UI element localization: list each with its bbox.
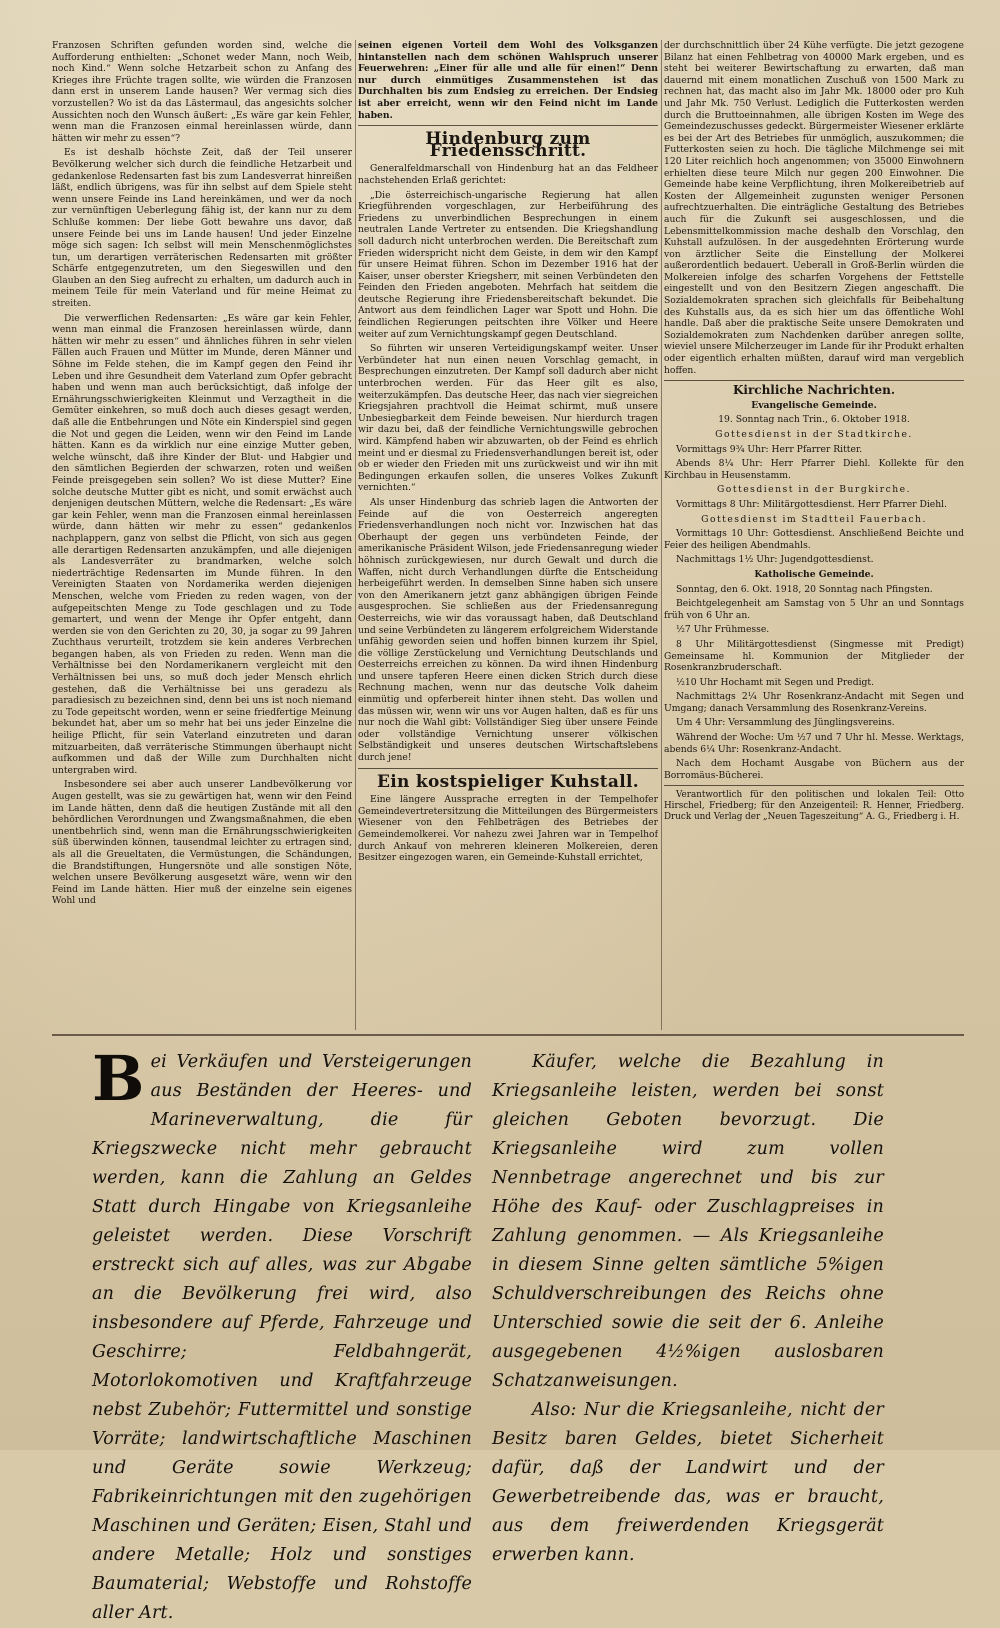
column-divider	[661, 40, 662, 1030]
article-paragraph: seinen eigenen Vorteil dem Wohl des Volksganzen hintanstellen nach dem schönen Wahlspruch unserer Feuerwehren: „Einer für alle und alle für einen!“ Denn nur durch einmütiges Zusammenstehen ist das Durchhalten bis zum Endsieg zu erreichen. Der Endsieg ist aber erreicht, wenn wir den Feind nicht im Lande haben.	[358, 40, 658, 121]
imprint: Verantwortlich für den politischen und lokalen Teil: Otto Hirschel, Friedberg; für den Anzeigenteil: R. Henner, Friedberg. Druck und Verlag der „Neuen Tageszeitung“ A. G., Friedberg i. H.	[664, 790, 964, 823]
column-divider	[355, 40, 356, 1030]
church-entry: Nachmittags 2¼ Uhr Rosenkranz-Andacht mit Segen und Umgang; danach Versammlung des Rosenkranz-Vereins.	[664, 691, 964, 714]
article-paragraph: „Die österreichisch-ungarische Regierung hat allen Kriegführenden vorgeschlagen, zur Herbeiführung des Friedens zu unverbindlichen Besprechungen in einem neutralen Lande Vertreter zu entsenden. Die Kriegshandlung soll dadurch nicht unterbrochen werden. Die Bereitschaft zum Frieden widerspricht nicht dem Geiste, in dem wir den Kampf für unsere Heimat führen. Schon im Dezember 1916 hat der Kaiser, unser oberster Kriegsherr, mit seinen Verbündeten den Feinden den Frieden angeboten. Mehrfach hat seitdem die deutsche Regierung ihre Friedensbereitschaft bekundet. Die Antwort aus dem feindlichen Lager war Spott und Hohn. Die feindlichen Regierungen peitschten ihre Völker und Heere weiter auf zum Vernichtungskampf gegen Deutschland.	[358, 189, 658, 340]
divider	[664, 785, 964, 786]
article-paragraph: Es ist deshalb höchste Zeit, daß der Teil unserer Bevölkerung welcher sich durch die feindliche Hetzarbeit und gedankenlose Redensarten fast bis zum Landesverrat hinreißen läßt, endlich übrigens, was für ihn selbst auf dem Spiele steht wenn unsere Feinde ins Land hereinkämen, und wer da noch zur vernünftigen Ueberlegung fähig ist, der kann nur zu dem Schluße kommen: Der liebe Gott bewahre uns davor, daß unsere Feinde bei uns im Lande hausen! Und jeder Einzelne möge sich sagen: Ich selbst will mein Menschenmöglichstes tun, um derartigen verräterischen Redensarten mit größter Schärfe entgegenzutreten, um den Siegeswillen und den Glauben an den Sieg aufrecht zu erhalten, um dadurch auch in meinem Teile für mein Vaterland und für meine Heimat zu streiten.	[52, 147, 352, 310]
column-left	[52, 40, 352, 1030]
ad-text: Käufer, welche die Bezahlung in Kriegsanleihe leisten, werden bei sonst gleichen Geboten bevorzugt. Die Kriegsanleihe wird zum vollen Nennbetrage angerechnet und bis zur Höhe des Kauf- oder Zuschlagpreises in Zahlung genommen. — Als Kriegsanleihe in diesem Sinne gelten sämtliche 5%igen Schuldverschreibungen des Reichs ohne Unterschied sowie die seit der 6. Anleihe ausgegebenen 4½%igen auslosbaren Schatzanweisungen.	[492, 1052, 884, 1391]
church-section: Katholische Gemeinde.	[754, 568, 874, 580]
church-entry: Abends 8¼ Uhr: Herr Pfarrer Diehl. Kollekte für den Kirchbau in Heusenstamm.	[664, 458, 964, 481]
ad-text: Also: Nur die Kriegsanleihe, nicht der Besitz baren Geldes, bietet Sicherheit dafür, daß der Landwirt und der Gewerbetreibende das, was er braucht, aus dem freiwerdenden Kriegsgerät erwerben kann.	[492, 1400, 884, 1565]
article-paragraph: Generalfeldmarschall von Hindenburg hat an das Feldheer nachstehenden Erlaß gerichtet:	[358, 163, 658, 186]
column-middle	[358, 40, 658, 1030]
church-subsection: Gottesdienst in der Stadtkirche.	[715, 429, 913, 440]
article-paragraph: Eine längere Aussprache erregten in der Tempelhofer Gemeindevertretersitzung die Mitteilungen des Bürgermeisters Wiesener von den Fehlbeträgen des Betriebes der Gemeindemolkerei. Vor nahezu zwei Jahren war in Tempelhof durch Ankauf von mehreren kleineren Molkereien, deren Besitzer eingezogen waren, ein Gemeinde-Kuhstall errichtet,	[358, 794, 658, 864]
church-entry: Sonntag, den 6. Okt. 1918, 20 Sonntag nach Pfingsten.	[676, 583, 933, 595]
article-paragraph: Franzosen Schriften gefunden worden sind, welche die Aufforderung enthielten: „Schonet weder Mann, noch Weib, noch Kind.“ Wenn solche Hetzarbeit schon zu Anfang des Krieges ihre Früchte tragen sollte, wie würden die Franzosen dann erst in unserem Lande hausen? Wer vermag sich dies vorzustellen? Wo ist da das Lästermaul, das angesichts solcher Aussichten noch den Wunsch äußert: „Es wäre gar kein Fehler, wenn man die Franzosen einmal hereinlassen würde, dann hätten wir mehr zu essen“?	[52, 40, 352, 144]
church-news-title: Kirchliche Nachrichten.	[732, 383, 896, 398]
church-entry: Vormittags 8 Uhr: Militärgottesdienst. Herr Pfarrer Diehl.	[676, 498, 947, 510]
church-date: 19. Sonntag nach Trin., 6. Oktober 1918.	[718, 414, 910, 426]
article-paragraph: der durchschnittlich über 24 Kühe verfügte. Die jetzt gezogene Bilanz hat einen Fehlbetrag von 40000 Mark ergeben, und es steht bei weiterer Bewirtschaftung zu erwarten, daß man dauernd mit einem monatlichen Zuschuß von 1500 Mark zu rechnen hat, das macht also im Jahr Mk. 18000 oder pro Kuh und Jahr Mk. 750 Verlust. Lediglich die Futterkosten werden durch die Bruttoeinnahmen, alle übrigen Kosten im Wege des Gemeindezuschusses gedeckt. Bürgermeister Wiesener erklärte es bei der Art des Betriebes für unmöglich, auszukommen; die Futterkosten seien zu hoch. Die tägliche Milchmenge sei mit 120 Liter reichlich hoch angenommen; von 35000 Einwohnern erhielten diese teure Milch nur gegen 200 Einwohner. Die Gemeinde habe keine Verpflichtung, ihren Molkereibetrieb auf Kosten der Allgemeinheit zugunsten weniger Personen aufrechtzuerhalten. Die einträgliche Gestaltung des Betriebes auch für die Zukunft sei ausgeschlossen, und die Lebensmittelkommission mache deshalb den Vorschlag, den Kuhstall aufzulösen. In der ausgedehnten Erörterung wurde von ärztlicher Seite die Einstellung der Molkerei außerordentlich bedauert. Ueberall in Groß-Berlin würden die Molkereien infolge des scharfen Vorgehens der Fettstelle eingestellt und von den Besitzern Ziegen angeschafft. Die Sozialdemokraten sprachen sich gleichfalls für Beibehaltung des Kuhstalls aus, da es sich hier um das öffentliche Wohl handle. Daß aber die praktische Seite unsere Demokraten und Sozialdemokraten zum Nachdenken darüber anregen sollte, wieviel unsere Milcherzeuger im Lande für ihr Produkt erhalten oder eigentlich erhalten müßten, darauf wird man vergeblich hoffen.	[664, 40, 964, 376]
church-subsection: Gottesdienst im Stadtteil Fauerbach.	[701, 513, 927, 525]
divider	[358, 125, 658, 126]
article-paragraph: So führten wir unseren Verteidigungskampf weiter. Unser Verbündeter hat nun einen neuen Vorschlag gemacht, in Besprechungen einzutreten. Der Kampf soll dadurch aber nicht unterbrochen werden. Für das Heer gilt es also, weiterzukämpfen. Das deutsche Heer, das nach vier siegreichen Kriegsjahren prachtvoll die Heimat schirmt, muß unsere Unbesiegbarkeit dem Feinde beweisen. Nur hierdurch tragen wir dazu bei, daß der feindliche Vernichtungswille gebrochen wird. Kämpfend haben wir abzuwarten, ob der Feind es ehrlich meint und er diesmal zu Friedensverhandlungen bereit ist, oder ob er wieder den Frieden mit uns zurückweist und wir ihn mit Bedingungen erkaufen sollen, die unseres Volkes Zukunft vernichten.“	[358, 343, 658, 494]
war-bond-ad-left	[92, 1042, 472, 1623]
church-entry: Während der Woche: Um ½7 und 7 Uhr hl. Messe. Werktags, abends 6¼ Uhr: Rosenkranz-Andacht.	[664, 732, 964, 755]
war-bond-ad-right	[492, 1048, 884, 1565]
church-entry: Um 4 Uhr: Versammlung des Jünglingsvereins.	[676, 717, 895, 729]
divider	[664, 380, 964, 381]
church-entry: ½7 Uhr Frühmesse.	[676, 624, 770, 636]
church-subsection: Gottesdienst in der Burgkirche.	[716, 484, 912, 496]
church-entry: Nach dem Hochamt Ausgabe von Büchern aus der Borromäus-Bücherei.	[664, 758, 964, 781]
divider	[358, 768, 658, 769]
church-entry: Vormittags 9¾ Uhr: Herr Pfarrer Ritter.	[676, 443, 863, 455]
church-entry: Beichtgelegenheit am Samstag von 5 Uhr an und Sonntags früh von 6 Uhr an.	[664, 598, 964, 621]
article-paragraph: Als unser Hindenburg das schrieb lagen die Antworten der Feinde auf die von Oesterreich angeregten Friedensverhandlungen noch nicht vor. Inzwischen hat das Oberhaupt der gegen uns verbündeten Feinde, der amerikanische Präsident Wilson, jede Friedensanregung wieder höhnisch zurückgewiesen, nur durch Gewalt und durch die Waffen, nicht durch Verhandlungen dürfte die Entscheidung herbeigeführt werden. In demselben Sinne haben sich unsere von den Amerikanern jetzt ganz abhängigen übrigen Feinde ausgesprochen. Sie schließen aus der Friedensanregung Oesterreichs, wie wir das voraussagt haben, daß Deutschland und seine Verbündeten zu längerem erfolgreichem Widerstande unfähig geworden seien und hoffen binnen kurzem ihr Spiel, die völlige Zerstückelung und Vernichtung Deutschlands und Oesterreichs erreichen zu können. Da wird ihnen Hindenburg und unsere tapferen Heere einen dicken Strich durch diese Rechnung machen, wenn nur das deutsche Volk daheim einmütig und opferbereit hinter ihnen steht. Das wollen und das müssen wir, wenn wir uns vor Augen halten, daß es für uns nur noch die Wahl gibt: Vollständiger Sieg über unsere Feinde oder vollständige Vernichtung unserer völkischen Selbständigkeit und unseres deutschen Wirtschaftslebens durch jene!	[358, 496, 658, 764]
church-entry: 8 Uhr Militärgottesdienst (Singmesse mit Predigt) Gemeinsame hl. Kommunion der Mitglieder der Rosenkranzbruderschaft.	[664, 638, 964, 674]
advertisement-top-rule	[52, 1034, 964, 1036]
drop-cap: B	[92, 1042, 145, 1115]
ad-text: ei Verkäufen und Versteigerungen aus Beständen der Heeres- und Marineverwaltung, die für Kriegszwecke nicht mehr gebraucht werden, kann die Zahlung an Geldes Statt durch Hingabe von Kriegsanleihe geleistet werden. Diese Vorschrift erstreckt sich auf alles, was zur Abgabe an die Bevölkerung frei wird, also insbesondere auf Pferde, Fahrzeuge und Geschirre; Feldbahngerät, Motorlokomotiven und Kraftfahrzeuge nebst Zubehör; Futtermittel und sonstige Vorräte; landwirtschaftliche Maschinen und Geräte sowie Werkzeug; Fabrikeinrichtungen mit den zugehörigen Maschinen und Geräten; Eisen, Stahl und andere Metalle; Holz und sonstiges Baumaterial; Webstoffe und Rohstoffe aller Art.	[92, 1052, 472, 1623]
headline-hindenburg: Hindenburg zum Friedensschritt.	[425, 129, 591, 161]
article-paragraph: Insbesondere sei aber auch unserer Landbevölkerung vor Augen gestellt, was sie zu gewärtigen hat, wenn wir den Feind im Lande hätten, denn daß die heutigen Zustände mit all den behördlichen Verordnungen und Zwangsmaßnahmen, die eben unentbehrlich sind, wenn man die Ernährungsschwierigkeiten süß überwinden können, tausendmal leichter zu ertragen sind, als all die Greueltaten, die Vermüstungen, die Schändungen, die Brandstiftungen, Hungersnöte und alle sonstigen Nöte, welchen unsere Bevölkerung ausgesetzt wäre, wenn wir den Feind im Lande hätten. Hier muß der einzelne sein eigenes Wohl und	[52, 779, 352, 907]
church-entry: Vormittags 10 Uhr: Gottesdienst. Anschließend Beichte und Feier des heiligen Abendmahls.	[664, 528, 964, 551]
church-entry: Nachmittags 1½ Uhr: Jugendgottesdienst.	[676, 554, 874, 566]
church-section: Evangelische Gemeinde.	[751, 399, 877, 411]
headline-kuhstall: Ein kostspieliger Kuhstall.	[377, 771, 639, 792]
column-right	[664, 40, 964, 1030]
article-paragraph: Die verwerflichen Redensarten: „Es wäre gar kein Fehler, wenn man einmal die Franzosen hereinlassen würde, dann hätten wir mehr zu essen“ und ähnliches führen in sehr vielen Fällen auch Frauen und Mütter im Munde, deren Männer und Söhne im Felde stehen, die im Kampf gegen den Feind ihr Leben und ihre Gesundheit dem Vaterland zum Opfer gebracht haben und wenn man auch berücksichtigt, daß infolge der Ernährungsschwierigkeiten Kleinmut und Verzagtheit in die Gemüter einkehren, so muß doch auch dieses gesagt werden, daß alle die Entbehrungen und Nöte ein Kinderspiel sind gegen die Not und gegen die Leiden, wenn wir den Feind im Lande hätten. Kann es da wirklich nur eine einzige Mutter geben, welche wünscht, daß ihre Kinder der Blut- und Habgier und den sämtlichen Begierden der schwarzen, roten und weißen Feinde preisgegeben sein sollen? Wo ist diese Mutter? Eine solche deutsche Mutter gibt es nicht, und somit erwächst auch denjenigen deutschen Müttern, welche die Redensart: „Es wäre gar kein Fehler, wenn man die Franzosen einmal hereinlassen würde, dann hätten wir mehr zu essen“ gedankenlos nachplappern, ganz von selbst die Pflicht, von sich aus gegen alle derartigen Redensarten anzukämpfen, und alle diejenigen als Landesverräter zu brandmarken, welche solch niederträchtige Redensarten im Munde führen. In den Vereinigten Staaten von Nordamerika werden diejenigen Menschen, welche vom Frieden zu reden wagen, von der aufgepeitschten Menge zu Tode geschlagen und zu Tode gemartert, und wenn der Menge ihr Opfer entgeht, dann werden sie von den Gerichten zu 20, 30, ja sogar zu 99 Jahren Zuchthaus verurteilt, trotzdem sie kein anderes Verbrechen begangen haben, als von Frieden zu reden. Wenn man die Verhältnisse bei den Nordamerikanern vergleicht mit den Verhältnissen bei uns, so muß doch jeder Mensch ehrlich gestehen, daß die Verhältnisse bei uns geradezu als paradiesisch zu bezeichnen sind, denn bei uns ist noch niemand zu Tode gepeitscht worden, wenn er seine friedfertige Meinung bekundet hat, aber um so mehr hat bei uns jeder Einzelne die heilige Pflicht, für sein Vaterland einzutreten und daran mitzuarbeiten, daß verräterische Stimmungen überhaupt nicht aufkommen und daß der Wille zum Durchhalten nicht untergraben wird.	[52, 312, 352, 776]
church-entry: ½10 Uhr Hochamt mit Segen und Predigt.	[676, 676, 875, 688]
